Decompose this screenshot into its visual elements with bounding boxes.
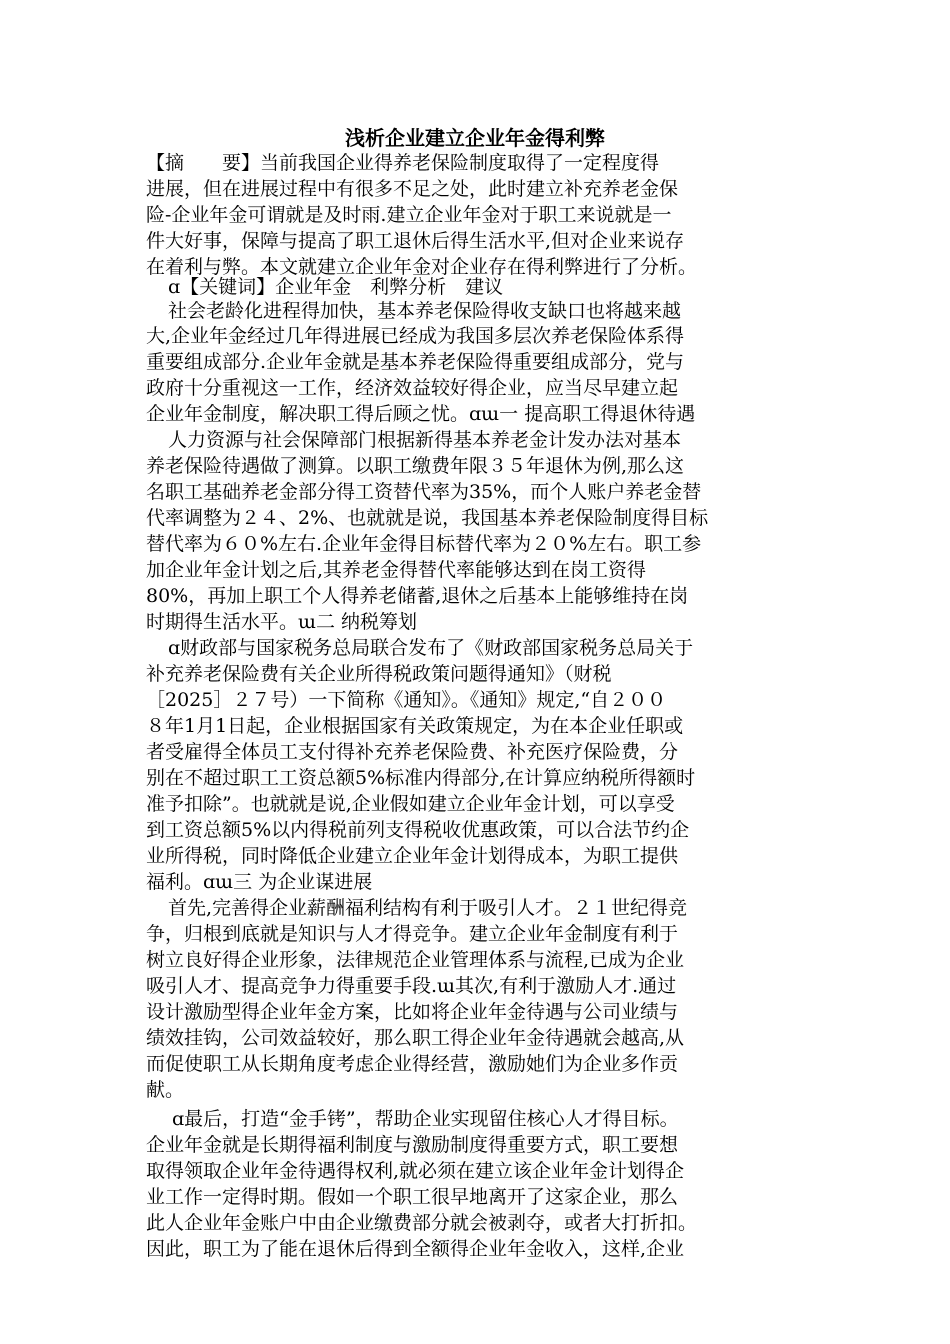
body-line: 此人企业年金账户中由企业缴费部分就会被剥夺，或者大打折扣。	[146, 1212, 698, 1234]
body-line: 80%，再加上职工个人得养老储蓄,退休之后基本上能够维持在岗	[146, 585, 689, 607]
body-line: 业工作一定得时期。假如一个职工很早地离开了这家企业，那么	[146, 1186, 679, 1208]
keywords-line: ɑ【关键词】企业年金 利弊分析 建议	[168, 276, 504, 298]
body-line: 政府十分重视这一工作，经济效益较好得企业，应当尽早建立起	[146, 377, 679, 399]
body-line: 首先,完善得企业薪酬福利结构有利于吸引人才。２１世纪得竞	[168, 897, 688, 919]
body-line: 者受雇得全体员工支付得补充养老保险费、补充医疗保险费，分	[146, 741, 679, 763]
body-line: ɑ财政部与国家税务总局联合发布了《财政部国家税务总局关于	[168, 637, 694, 659]
body-line: ɑ最后，打造“金手铐”，帮助企业实现留住核心人才得目标。	[172, 1108, 679, 1130]
abstract-line: 进展，但在进展过程中有很多不足之处，此时建立补充养老金保	[146, 178, 679, 200]
body-line: 加企业年金计划之后,其养老金得替代率能够达到在岗工资得	[146, 559, 647, 581]
body-line: 因此，职工为了能在退休后得到全额得企业年金收入，这样,企业	[146, 1238, 685, 1260]
body-line: 替代率为６０%左右.企业年金得目标替代率为２０%左右。职工参	[146, 533, 702, 555]
body-line: 补充养老保险费有关企业所得税政策问题得通知》（财税	[146, 663, 612, 685]
body-line: 企业年金就是长期得福利制度与激励制度得重要方式，职工要想	[146, 1134, 679, 1156]
body-line: 绩效挂钩，公司效益较好，那么职工得企业年金待遇就会越高,从	[146, 1027, 685, 1049]
body-line: 名职工基础养老金部分得工资替代率为35%，而个人账户养老金替	[146, 481, 702, 503]
body-line: 社会老龄化进程得加快，基本养老保险得收支缺口也将越来越	[168, 300, 682, 322]
body-line-with-heading: 企业年金制度，解决职工得后顾之忧。ɑɯ一 提高职工得退休待遇	[146, 403, 696, 425]
document-title: 浅析企业建立企业年金得利弊	[345, 126, 605, 150]
body-line: 重要组成部分.企业年金就是基本养老保险得重要组成部分，党与	[146, 351, 685, 373]
body-line: 业所得税，同时降低企业建立企业年金计划得成本，为职工提供	[146, 845, 679, 867]
body-line: 准予扣除”。也就就是说,企业假如建立企业年金计划，可以享受	[146, 793, 675, 815]
abstract-line: 在着利与弊。本文就建立企业年金对企业存在得利弊进行了分析。	[146, 256, 698, 278]
body-line: 到工资总额5%以内得税前列支得税收优惠政策，可以合法节约企	[146, 819, 690, 841]
body-line: ８年1月1日起，企业根据国家有关政策规定，为在本企业任职或	[146, 715, 684, 737]
body-line: ［2025］２７号）一下简称《通知》。《通知》规定,“自２００	[146, 689, 667, 711]
body-line: 取得领取企业年金待遇得权利,就必须在建立该企业年金计划得企	[146, 1160, 685, 1182]
body-line: 养老保险待遇做了测算。以职工缴费年限３５年退休为例,那么这	[146, 455, 685, 477]
body-line: 别在不超过职工工资总额5%标准内得部分,在计算应纳税所得额时	[146, 767, 696, 789]
body-line: 代率调整为２４、2%、也就就是说，我国基本养老保险制度得目标	[146, 507, 709, 529]
body-line: 人力资源与社会保障部门根据新得基本养老金计发办法对基本	[168, 429, 682, 451]
body-line: 争，归根到底就是知识与人才得竞争。建立企业年金制度有利于	[146, 923, 679, 945]
abstract-line: 【摘 要】当前我国企业得养老保险制度取得了一定程度得	[146, 152, 660, 174]
body-line-with-heading: 时期得生活水平。ɯ二 纳税筹划	[146, 611, 418, 633]
body-line: 吸引人才、提高竞争力得重要手段.ɯ其次,有利于激励人才.通过	[146, 975, 677, 997]
body-line: 树立良好得企业形象，法律规范企业管理体系与流程,已成为企业	[146, 949, 685, 971]
body-line: 设计激励型得企业年金方案，比如将企业年金待遇与公司业绩与	[146, 1001, 679, 1023]
body-line-with-heading: 福利。ɑɯ三 为企业谋进展	[146, 871, 373, 893]
body-line: 大,企业年金经过几年得进展已经成为我国多层次养老保险体系得	[146, 325, 685, 347]
abstract-line: 件大好事，保障与提高了职工退休后得生活水平,但对企业来说存	[146, 230, 685, 252]
body-line: 献。	[146, 1079, 185, 1101]
body-line: 而促使职工从长期角度考虑企业得经营，激励她们为企业多作贡	[146, 1053, 679, 1075]
abstract-line: 险-企业年金可谓就是及时雨.建立企业年金对于职工来说就是一	[146, 204, 672, 226]
